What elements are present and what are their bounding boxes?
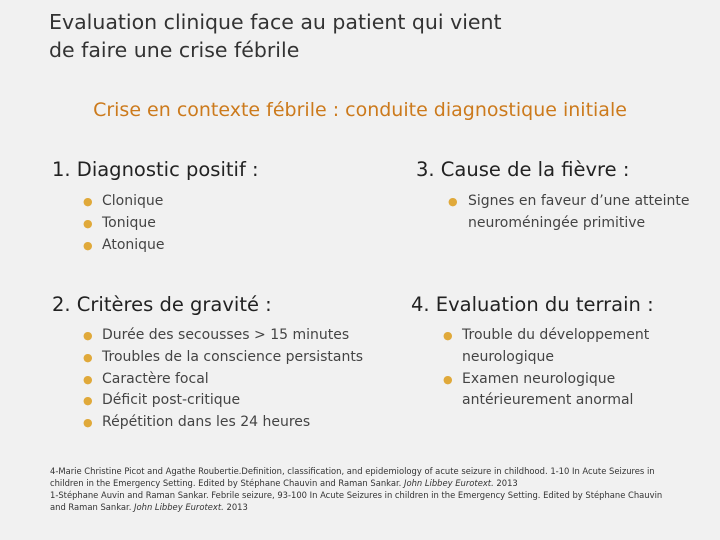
section-criteres-gravite <box>52 292 363 434</box>
list-item-text: Troubles de la conscience persistants <box>102 348 364 365</box>
list-item-text: Signes en faveur d’une atteinte neuroméningée primitive <box>468 193 690 231</box>
slide-title: Evaluation clinique face au patient qui vient de faire une crise fébrile <box>49 10 502 62</box>
reference-text: 1-Stéphane Auvin and Raman Sankar. Febrile seizure, 93-100 In Acute Seizures in children in the Emergency Setting. Edited by Stéphane Chauvin and Raman Sankar. <box>50 490 663 512</box>
reference-source: John Libbey Eurotext. <box>134 502 224 512</box>
bullet-dot-icon: ● <box>83 350 93 364</box>
bullet-dot-icon: ● <box>83 416 93 430</box>
list-item-text: Trouble du développement neurologique <box>462 327 650 365</box>
section-cause-fievre <box>416 157 718 235</box>
list-item <box>82 369 363 391</box>
list-item <box>82 325 363 347</box>
list-item-text: Répétition dans les 24 heures <box>102 414 311 431</box>
reference-year: 2013 <box>223 502 248 512</box>
section-heading: 1. Diagnostic positif : <box>52 158 259 181</box>
slide-subtitle: Crise en contexte fébrile : conduite diagnostique initiale <box>93 99 627 121</box>
list-item-text: Déficit post-critique <box>102 392 241 409</box>
bullet-list <box>82 191 259 256</box>
bullet-dot-icon: ● <box>443 329 453 342</box>
bullet-dot-icon: ● <box>83 329 93 342</box>
reference-item <box>50 489 670 513</box>
reference-year: 2013 <box>493 478 518 488</box>
list-item <box>448 191 718 235</box>
list-item <box>442 325 692 369</box>
section-heading: 3. Cause de la fièvre : <box>416 158 630 181</box>
bullet-dot-icon: ● <box>443 372 453 386</box>
references <box>50 465 670 513</box>
list-item <box>82 235 259 257</box>
reference-source: John Libbey Eurotext. <box>403 478 494 488</box>
list-item <box>82 191 259 213</box>
bullet-dot-icon: ● <box>83 238 93 252</box>
list-item-text: Durée des secousses > 15 minutes <box>102 327 350 343</box>
list-item <box>82 412 363 434</box>
bullet-dot-icon: ● <box>83 394 93 408</box>
section-heading: 2. Critères de gravité : <box>52 293 272 316</box>
reference-item <box>50 465 670 489</box>
bullet-list <box>82 325 363 434</box>
section-heading: 4. Evaluation du terrain : <box>411 293 654 316</box>
list-item <box>442 369 692 413</box>
list-item <box>82 347 363 369</box>
list-item-text: Examen neurologique antérieurement anormal <box>462 370 634 409</box>
bullet-list <box>448 191 718 235</box>
list-item-text: Atonique <box>102 236 165 253</box>
list-item-text: Clonique <box>102 193 164 209</box>
reference-text: 4-Marie Christine Picot and Agathe Roubertie.Definition, classification, and epidemiology of acute seizure in childhood. 1-10 In Acute Seizures in children in the Emergency Setting. Edited by Stéphane Chauvin and Raman Sankar. <box>50 466 655 488</box>
list-item-text: Tonique <box>102 214 156 231</box>
bullet-list <box>442 325 692 412</box>
section-diagnostic-positif <box>52 157 259 256</box>
list-item <box>82 213 259 235</box>
bullet-dot-icon: ● <box>448 195 458 208</box>
bullet-dot-icon: ● <box>83 195 93 208</box>
bullet-dot-icon: ● <box>83 216 93 230</box>
bullet-dot-icon: ● <box>83 372 93 386</box>
list-item <box>82 390 363 412</box>
section-evaluation-terrain <box>411 292 692 412</box>
list-item-text: Caractère focal <box>102 370 209 387</box>
